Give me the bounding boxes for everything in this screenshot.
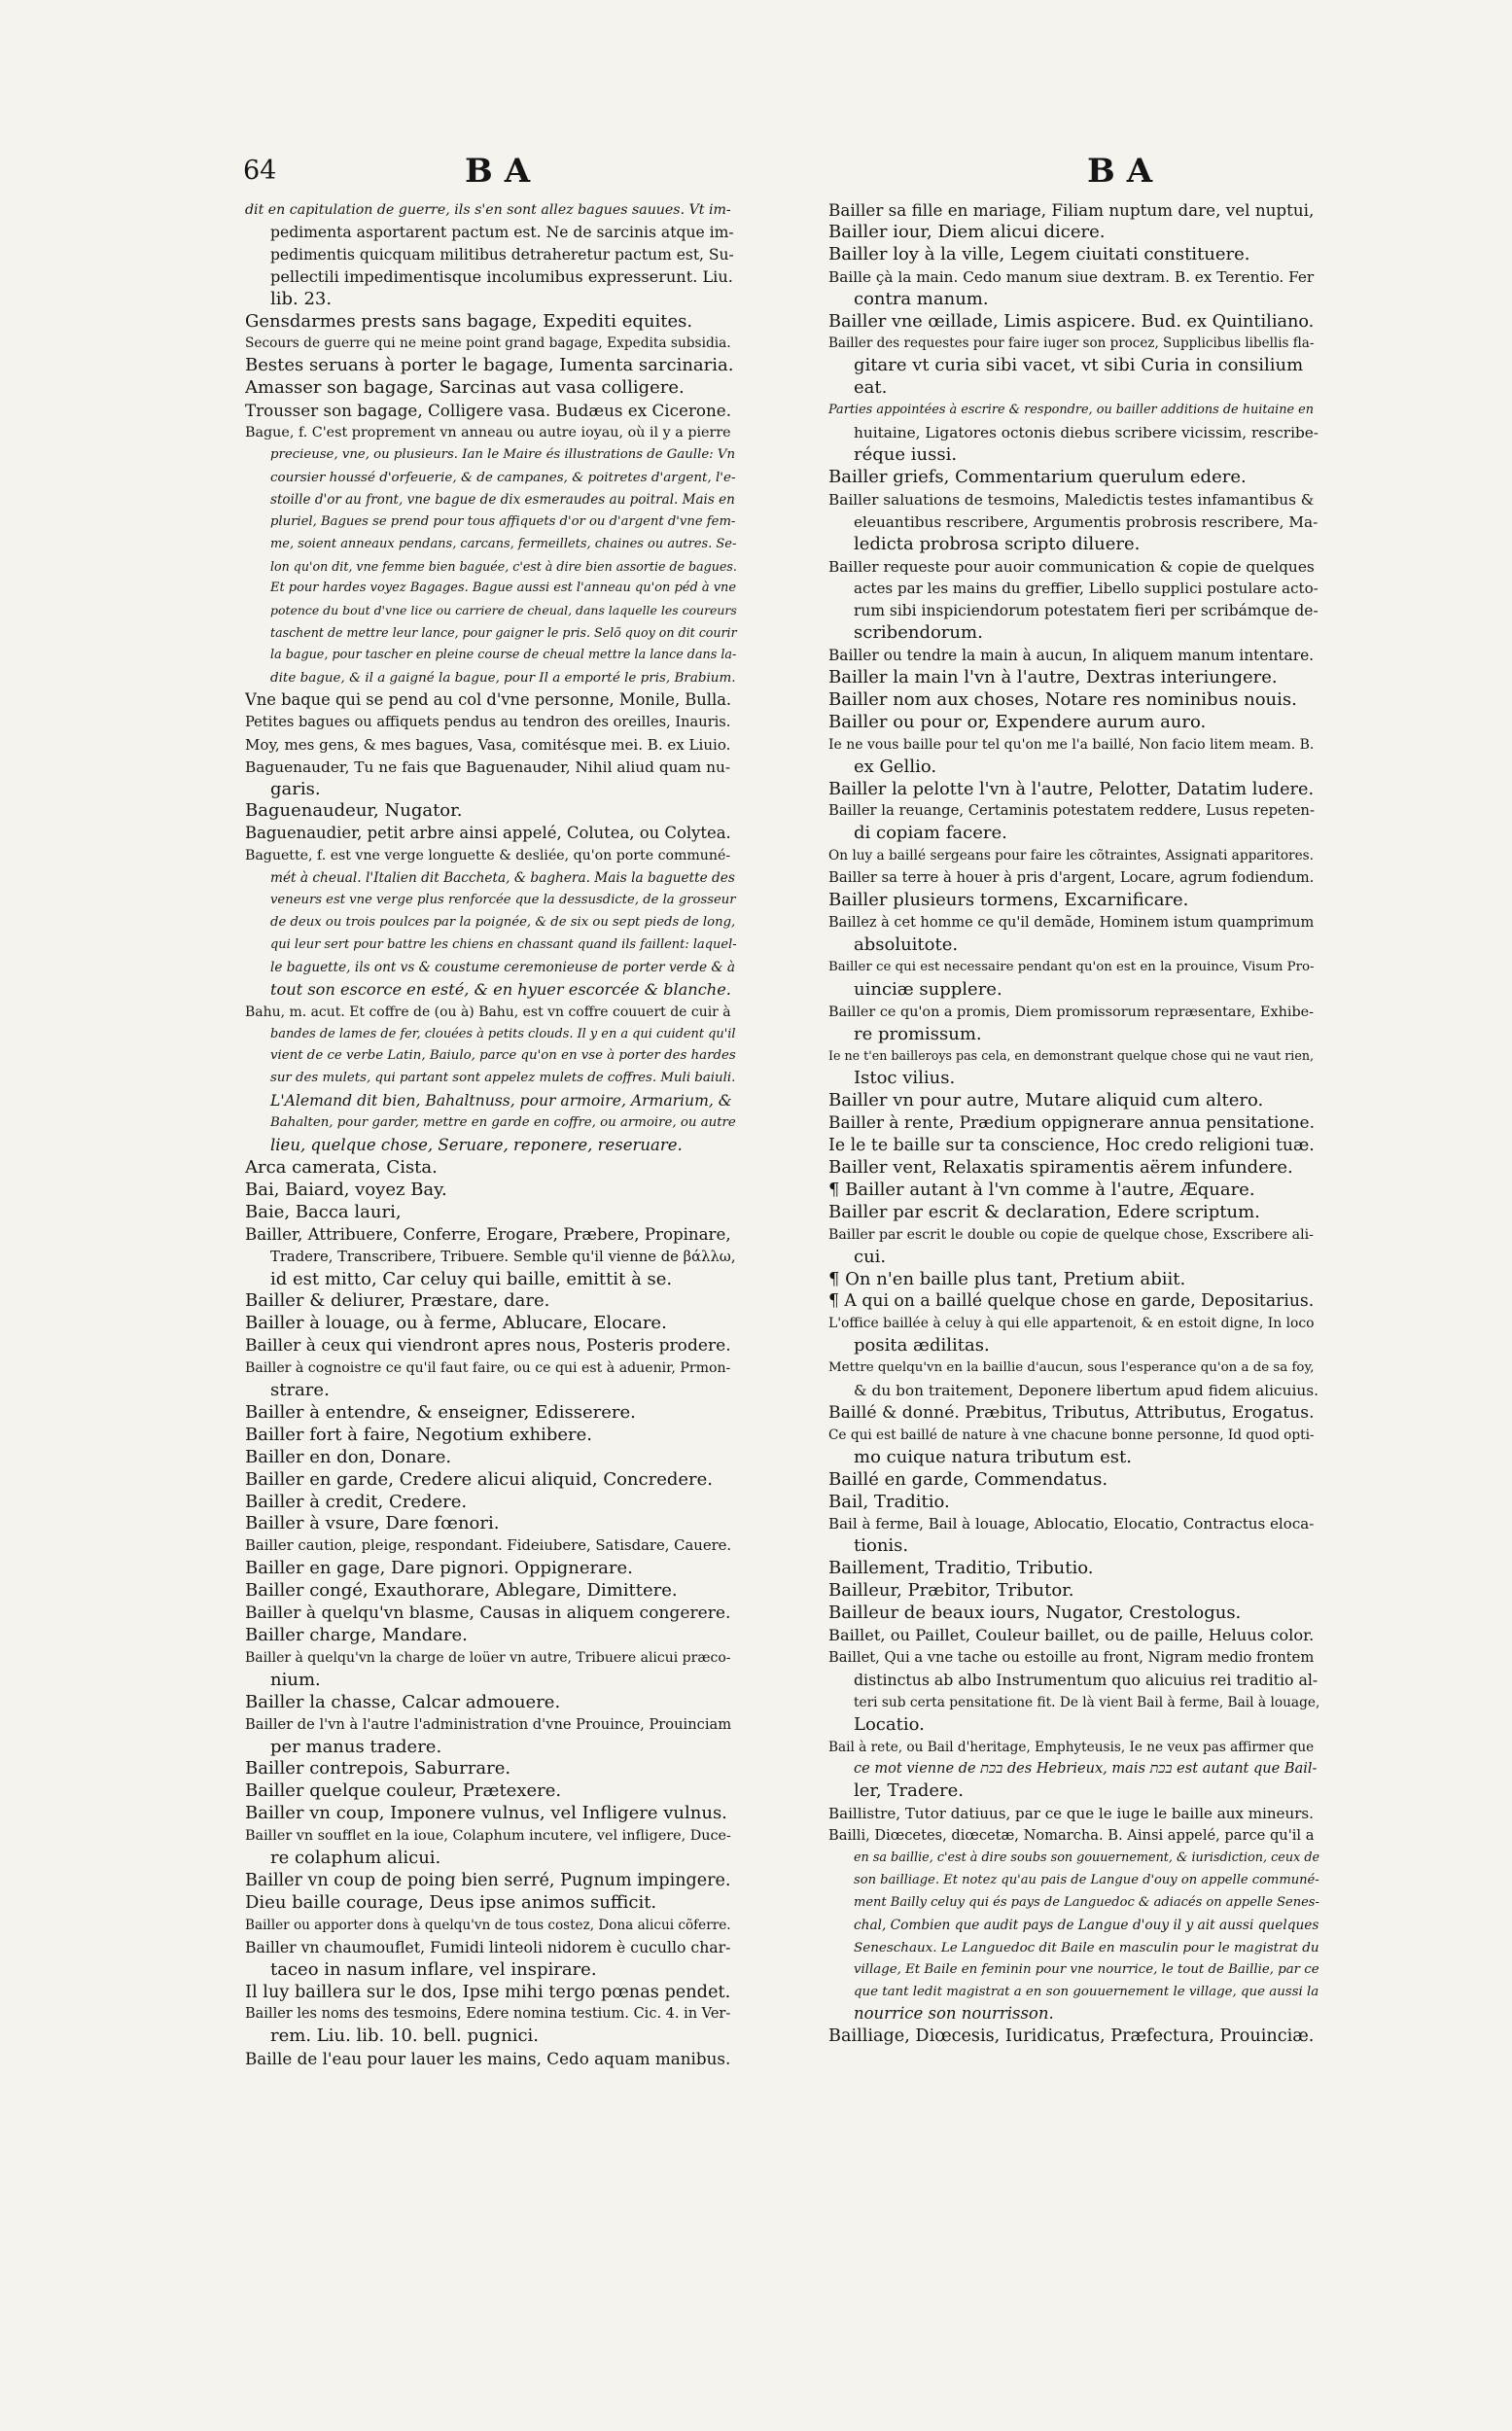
- entry-line: Ce qui est baillé de nature à vne chacune bonne personne, Id quod opti-: [828, 1427, 1315, 1443]
- entry-line: L'Alemand dit bien, Bahaltnuss, pour armoire, Armarium, &: [270, 1092, 732, 1110]
- entry-line: Bailler nom aux choses, Notare res nominibus nouis.: [828, 688, 1297, 710]
- entry-line: Bailler ce qui est necessaire pendant qu'on est en la prouince, Visum Pro-: [828, 959, 1315, 974]
- entry-line: nourrice son nourrisson.: [854, 2004, 1054, 2024]
- entry-line: Bahalten, pour garder, mettre en garde en coffre, ou armoire, ou autre: [270, 1115, 736, 1131]
- entry-line: Bailler à louage, ou à ferme, Ablucare, Elocare.: [245, 1313, 667, 1334]
- entry-line: tout son escorce en esté, & en hyuer escorcée & blanche.: [270, 979, 731, 999]
- entry-line: Bailleur, Præbitor, Tributor.: [828, 1580, 1074, 1602]
- entry-line: coursier houssé d'orfeuerie, & de campanes, & poitretes d'argent, l'e-: [270, 469, 736, 485]
- entry-line: Bailler à ceux qui viendront apres nous, Posteris prodere.: [245, 1336, 731, 1356]
- entry-line: posita ædilitas.: [854, 1335, 990, 1356]
- entry-line: réque iussi.: [854, 443, 958, 465]
- entry-line: Bailler requeste pour auoir communication & copie de quelques: [828, 557, 1315, 576]
- entry-line: ce mot vienne de בכת des Hebrieux, mais בכת est autant que Bail-: [854, 1761, 1318, 1778]
- entry-line: Bail à ferme, Bail à louage, Ablocatio, Elocatio, Contractus eloca-: [828, 1515, 1315, 1533]
- entry-line: Bailler à rente, Prædium oppignerare annua pensitatione.: [828, 1113, 1315, 1134]
- entry-line: Baillement, Traditio, Tributio.: [828, 1558, 1094, 1579]
- entry-line: mo cuique natura tributum est.: [854, 1446, 1132, 1467]
- entry-line: Bailler en gage, Dare pignori. Oppignerare.: [245, 1558, 633, 1579]
- entry-line: Istoc vilius.: [854, 1068, 956, 1089]
- entry-line: Baille de l'eau pour lauer les mains, Cedo aquam manibus.: [245, 2049, 731, 2069]
- entry-line: ¶ A qui on a baillé quelque chose en garde, Depositarius.: [828, 1291, 1315, 1312]
- entry-line: ledicta probrosa scripto diluere.: [854, 533, 1141, 554]
- entry-line: vient de ce verbe Latin, Baiulo, parce qu'on en vse à porter des hardes: [270, 1048, 736, 1064]
- right-column: [828, 199, 1319, 2048]
- entry-line: veneurs est vne verge plus renforcée que la dessusdicte, de la grosseur: [270, 893, 736, 908]
- entry-line: mét à cheual. l'Italien dit Baccheta, & baghera. Mais la baguette des: [270, 870, 735, 887]
- entry-line: sur des mulets, qui partant sont appelez mulets de coffres. Muli baiuli.: [270, 1071, 736, 1086]
- entry-line: Bailler ou apporter dons à quelqu'vn de tous costez, Dona alicui cõferre.: [245, 1917, 731, 1933]
- entry-line: actes par les mains du greffier, Libello supplici postulare acto-: [854, 580, 1319, 598]
- entry-line: Et pour hardes voyez Bagages. Bague aussi est l'anneau qu'on péd à vne: [270, 581, 737, 596]
- entry-line: Parties appointées à escrire & respondre, ou bailler additions de huitaine en: [828, 403, 1315, 418]
- entry-line: Bailli, Diœcetes, diœcetæ, Nomarcha. B. Ainsi appelé, parce qu'il a: [828, 1827, 1315, 1845]
- entry-line: garis.: [270, 778, 321, 799]
- entry-line: Bailler en don, Donare.: [245, 1446, 452, 1467]
- entry-line: dite bague, & il a gaigné la bague, pour Il a emporté le pris, Brabium.: [270, 670, 736, 687]
- entry-line: Bailler la pelotte l'vn à l'autre, Pelotter, Datatim ludere.: [828, 779, 1315, 799]
- entry-line: Locatio.: [854, 1713, 925, 1735]
- entry-line: Bailliage, Diœcesis, Iuridicatus, Præfectura, Prouinciæ.: [828, 2026, 1315, 2047]
- entry-line: taschent de mettre leur lance, pour gaigner le pris. Selõ quoy on dit courir: [270, 625, 737, 641]
- entry-line: Amasser son bagage, Sarcinas aut vasa colligere.: [245, 377, 685, 399]
- entry-line: Bailler la chasse, Calcar admouere.: [245, 1691, 561, 1712]
- entry-line: precieuse, vne, ou plusieurs. Ian le Maire és illustrations de Gaulle: Vn: [270, 446, 735, 462]
- entry-line: Bailler à credit, Credere.: [245, 1491, 468, 1512]
- entry-line: pellectili impedimentisque incolumibus expresserunt. Liu.: [270, 266, 733, 286]
- entry-line: chal, Combien que audit pays de Langue d'ouy il y ait aussi quelques: [854, 1917, 1319, 1933]
- entry-line: rum sibi inspiciendorum potestatem fieri per scribámque de-: [854, 602, 1319, 620]
- entry-line: Bailler à vsure, Dare fœnori.: [245, 1513, 500, 1534]
- left-column: [245, 199, 736, 2070]
- entry-line: pedimenta asportarent pactum est. Ne de sarcinis atque im-: [270, 223, 734, 241]
- entry-line: lieu, quelque chose, Seruare, reponere, reseruare.: [270, 1136, 683, 1155]
- entry-line: Mettre quelqu'vn en la baillie d'aucun, sous l'esperance qu'on a de sa foy,: [828, 1360, 1315, 1376]
- entry-line: Bailler des requestes pour faire iuger son procez, Supplicibus libellis fla-: [828, 335, 1315, 352]
- entry-line: Bailler ou tendre la main à aucun, In aliquem manum intentare.: [828, 647, 1315, 665]
- entry-line: Bail à rete, ou Bail d'heritage, Emphyteusis, Ie ne veux pas affirmer que: [828, 1739, 1315, 1755]
- entry-line: Bailler vn coup, Imponere vulnus, vel Infligere vulnus.: [245, 1803, 727, 1824]
- entry-line: Bailler saluations de tesmoins, Maledictis testes infamantibus &: [828, 490, 1315, 509]
- entry-line: Bailler par escrit le double ou copie de quelque chose, Exscribere ali-: [828, 1226, 1314, 1243]
- entry-line: Bailler à quelqu'vn la charge de loüer vn autre, Tribuere alicui præco-: [245, 1649, 731, 1666]
- entry-line: Secours de guerre qui ne meine point grand bagage, Expedita subsidia.: [245, 335, 731, 352]
- entry-line: Bailler en garde, Credere alicui aliquid, Concredere.: [245, 1468, 714, 1490]
- entry-line: per manus tradere.: [270, 1736, 442, 1757]
- entry-line: strare.: [270, 1380, 330, 1401]
- entry-line: Bailler ce qu'on a promis, Diem promissorum repræsentare, Exhibe-: [828, 1004, 1315, 1020]
- entry-line: de deux ou trois poulces par la poignée, & de six ou sept pieds de long,: [270, 915, 736, 930]
- entry-line: Bailler vn soufflet en la ioue, Colaphum incutere, vel infligere, Duce-: [245, 1828, 731, 1845]
- entry-line: id est mitto, Car celuy qui baille, emittit à se.: [270, 1268, 673, 1289]
- entry-line: absoluitote.: [854, 934, 959, 955]
- entry-line: Bailler vent, Relaxatis spiramentis aërem infundere.: [828, 1156, 1293, 1178]
- entry-line: L'office baillée à celuy à qui elle appartenoit, & en estoit digne, In loco: [828, 1316, 1315, 1332]
- entry-line: village, Et Baile en feminin pour vne nourrice, le tout de Baillie, par ce: [854, 1961, 1319, 1977]
- entry-line: son bailliage. Et notez qu'au pais de Langue d'ouy on appelle communé-: [854, 1872, 1319, 1887]
- entry-line: & du bon traitement, Deponere libertum apud fidem alicuius.: [854, 1382, 1319, 1400]
- entry-line: taceo in nasum inflare, vel inspirare.: [270, 1958, 597, 1980]
- entry-line: Bestes seruans à porter le bagage, Iumenta sarcinaria.: [245, 355, 734, 376]
- entry-line: distinctus ab albo Instrumentum quo alicuius rei traditio al-: [854, 1670, 1319, 1689]
- entry-line: Baguenaudier, petit arbre ainsi appelé, Colutea, ou Colytea.: [245, 824, 731, 843]
- entry-line: Bailler charge, Mandare.: [245, 1625, 468, 1645]
- entry-line: Baillez à cet homme ce qu'il demãde, Hominem istum quamprimum: [828, 915, 1315, 931]
- entry-line: Bailler sa terre à houer à pris d'argent, Locare, agrum fodiendum.: [828, 869, 1315, 887]
- entry-line: me, soient anneaux pendans, carcans, fermeillets, chaines ou autres. Se-: [270, 536, 737, 551]
- entry-line: Baillistre, Tutor datiuus, par ce que le iuge le baille aux mineurs.: [828, 1805, 1314, 1823]
- entry-line: Bailler à entendre, & enseigner, Edisserere.: [245, 1401, 636, 1423]
- entry-line: Ie ne vous baille pour tel qu'on me l'a baillé, Non facio litem meam. B.: [828, 736, 1315, 753]
- entry-line: Baguenauder, Tu ne fais que Baguenauder, Nihil aliud quam nu-: [245, 757, 731, 776]
- entry-line: ¶ Bailler autant à l'vn comme à l'autre, Æquare.: [828, 1179, 1255, 1200]
- running-head-right: BA: [1087, 152, 1165, 191]
- entry-line: pedimentis quicquam militibus detraheretur pactum est, Su-: [270, 245, 734, 264]
- entry-line: en sa baillie, c'est à dire soubs son gouuernement, & iurisdiction, ceux de: [854, 1850, 1320, 1866]
- entry-line: di copiam facere.: [854, 823, 1007, 844]
- entry-line: Bailler ou pour or, Expendere aurum auro.: [828, 711, 1207, 732]
- entry-line: Bail, Traditio.: [828, 1491, 950, 1512]
- entry-line: Baguenaudeur, Nugator.: [245, 800, 463, 822]
- entry-line: Baillet, Qui a vne tache ou estoille au front, Nigram medio frontem: [828, 1648, 1315, 1666]
- entry-line: gitare vt curia sibi vacet, vt sibi Curia in consilium: [854, 355, 1304, 376]
- entry-line: eleuantibus rescribere, Argumentis probrosis rescribere, Ma-: [854, 512, 1319, 531]
- entry-line: Baillet, ou Paillet, Couleur baillet, ou de paille, Heluus color.: [828, 1626, 1315, 1644]
- entry-line: Bailler sa fille en mariage, Filiam nuptum dare, vel nuptui,: [828, 200, 1315, 220]
- entry-line: Baille çà la main. Cedo manum siue dextram. B. ex Terentio. Fer: [828, 267, 1315, 286]
- entry-line: Bailler quelque couleur, Prætexere.: [245, 1780, 562, 1802]
- entry-line: Bailleur de beaux iours, Nugator, Crestologus.: [828, 1603, 1242, 1624]
- entry-line: bandes de lames de fer, clouées à petits clouds. Il y en a qui cuident qu'il: [270, 1026, 736, 1041]
- entry-line: re colaphum alicui.: [270, 1848, 441, 1869]
- entry-line: ex Gellio.: [854, 756, 937, 777]
- entry-line: Tradere, Transcribere, Tribuere. Semble qu'il vienne de βάλλω,: [270, 1248, 736, 1265]
- page-number: 64: [243, 156, 277, 186]
- entry-line: Bailler la reuange, Certaminis potestatem reddere, Lusus repeten-: [828, 802, 1315, 820]
- running-head-left: BA: [465, 152, 543, 191]
- entry-line: huitaine, Ligatores octonis diebus scribere vicissim, rescribe-: [854, 424, 1319, 442]
- entry-line: Il luy baillera sur le dos, Ipse mihi tergo pœnas pendet.: [245, 1982, 731, 2002]
- entry-line: le baguette, ils ont vs & coustume ceremonieuse de porter verde & à: [270, 959, 735, 975]
- entry-line: Bailler à cognoistre ce qu'il faut faire, ou ce qui est à aduenir, Prmon-: [245, 1360, 731, 1377]
- entry-line: Bai, Baiard, voyez Bay.: [245, 1179, 447, 1200]
- entry-line: Bailler vne œillade, Limis aspicere. Bud. ex Quintiliano.: [828, 311, 1315, 332]
- entry-line: nium.: [270, 1669, 321, 1690]
- entry-line: Bailler de l'vn à l'autre l'administration d'vne Prouince, Prouinciam: [245, 1715, 732, 1733]
- entry-line: Bailler à quelqu'vn blasme, Causas in aliquem congerere.: [245, 1603, 731, 1624]
- entry-line: ment Bailly celuy qui és pays de Languedoc & adiacés on appelle Senes-: [854, 1894, 1319, 1910]
- entry-line: Trousser son bagage, Colligere vasa. Budæus ex Cicerone.: [245, 401, 732, 421]
- entry-line: Petites bagues ou affiquets pendus au tendron des oreilles, Inauris.: [245, 713, 731, 730]
- entry-line: Gensdarmes prests sans bagage, Expediti equites.: [245, 310, 693, 332]
- entry-line: Bailler la main l'vn à l'autre, Dextras interiungere.: [828, 667, 1278, 688]
- entry-line: lon qu'on dit, vne femme bien baguée, c'est à dire bien assortie de bagues.: [270, 558, 737, 574]
- entry-line: Bailler caution, pleige, respondant. Fideiubere, Satisdare, Cauere.: [245, 1537, 732, 1555]
- entry-line: Bailler contrepois, Saburrare.: [245, 1758, 511, 1779]
- entry-line: Bague, f. C'est proprement vn anneau ou autre ioyau, où il y a pierre: [245, 425, 731, 441]
- entry-line: qui leur sert pour battre les chiens en chassant quand ils faillent: laquel-: [270, 936, 737, 952]
- entry-line: Baillé en garde, Commendatus.: [828, 1468, 1108, 1490]
- entry-line: Baie, Bacca lauri,: [245, 1201, 402, 1222]
- entry-line: la bague, pour tascher en pleine course de cheual mettre la lance dans la-: [270, 648, 737, 663]
- page-header: [243, 152, 1259, 194]
- entry-line: ler, Tradere.: [854, 1780, 964, 1802]
- entry-line: tionis.: [854, 1535, 909, 1557]
- entry-line: dit en capitulation de guerre, ils s'en sont allez bagues sauues. Vt im-: [245, 202, 731, 218]
- entry-line: Bailler plusieurs tormens, Excarnificare.: [828, 890, 1189, 911]
- entry-line: Bailler congé, Exauthorare, Ablegare, Dimittere.: [245, 1580, 678, 1602]
- entry-line: Bahu, m. acut. Et coffre de (ou à) Bahu, est vn coffre couuert de cuir à: [245, 1004, 731, 1020]
- entry-line: uinciæ supplere.: [854, 978, 1002, 1000]
- entry-line: Bailler & deliurer, Præstare, dare.: [245, 1290, 550, 1312]
- entry-line: Baillé & donné. Præbitus, Tributus, Attributus, Erogatus.: [828, 1402, 1315, 1423]
- entry-line: lib. 23.: [270, 288, 333, 309]
- entry-line: re promissum.: [854, 1023, 982, 1044]
- entry-line: Bailler les noms des tesmoins, Edere nomina testium. Cic. 4. in Ver-: [245, 2006, 731, 2023]
- entry-line: On luy a baillé sergeans pour faire les cõtraintes, Assignati apparitores.: [828, 848, 1315, 864]
- entry-line: Bailler vn chaumouflet, Fumidi linteoli nidorem è cucullo char-: [245, 1937, 731, 1956]
- entry-line: pluriel, Bagues se prend pour tous affiquets d'or ou d'argent d'vne fem-: [270, 513, 736, 529]
- entry-line: Ie le te baille sur ta conscience, Hoc credo religioni tuæ.: [828, 1136, 1315, 1156]
- entry-line: potence du bout d'vne lice ou carriere de cheual, dans laquelle les coureurs: [270, 603, 737, 618]
- entry-line: Bailler, Attribuere, Conferre, Erogare, Præbere, Propinare,: [245, 1224, 731, 1244]
- entry-line: Arca camerata, Cista.: [245, 1156, 438, 1178]
- entry-line: Bailler griefs, Commentarium querulum edere.: [828, 466, 1247, 487]
- entry-line: Bailler vn pour autre, Mutare aliquid cum altero.: [828, 1090, 1264, 1111]
- entry-line: Dieu baille courage, Deus ipse animos sufficit.: [245, 1891, 657, 1913]
- entry-line: cui.: [854, 1246, 887, 1267]
- entry-line: stoille d'or au front, vne bague de dix esmeraudes au poitral. Mais en: [270, 491, 735, 508]
- entry-line: que tant ledit magistrat a en son gouuernement le village, que aussi la: [854, 1984, 1319, 1999]
- entry-line: Moy, mes gens, & mes bagues, Vasa, comitésque mei. B. ex Liuio.: [245, 735, 731, 754]
- entry-line: Seneschaux. Le Languedoc dit Baile en masculin pour le magistrat du: [854, 1939, 1319, 1955]
- entry-line: ¶ On n'en baille plus tant, Pretium abiit.: [828, 1268, 1186, 1289]
- entry-line: Bailler vn coup de poing bien serré, Pugnum impingere.: [245, 1870, 731, 1890]
- entry-line: contra manum.: [854, 288, 989, 309]
- entry-line: rem. Liu. lib. 10. bell. pugnici.: [270, 2026, 540, 2047]
- entry-line: Bailler fort à faire, Negotium exhibere.: [245, 1424, 593, 1445]
- entry-line: Bailler iour, Diem alicui dicere.: [828, 221, 1106, 242]
- entry-line: Ie ne t'en bailleroys pas cela, en demonstrant quelque chose qui ne vaut rien,: [828, 1048, 1315, 1064]
- entry-line: Bailler loy à la ville, Legem ciuitati constituere.: [828, 243, 1250, 264]
- entry-line: eat.: [854, 377, 888, 399]
- entry-line: Bailler par escrit & declaration, Edere scriptum.: [828, 1201, 1260, 1222]
- entry-line: teri sub certa pensitatione fit. De là vient Bail à ferme, Bail à louage,: [854, 1694, 1320, 1710]
- entry-line: scribendorum.: [854, 622, 983, 644]
- entry-line: Baguette, f. est vne verge longuette & desliée, qu'on porte communé-: [245, 848, 731, 864]
- entry-line: Vne baque qui se pend au col d'vne personne, Monile, Bulla.: [245, 689, 732, 709]
